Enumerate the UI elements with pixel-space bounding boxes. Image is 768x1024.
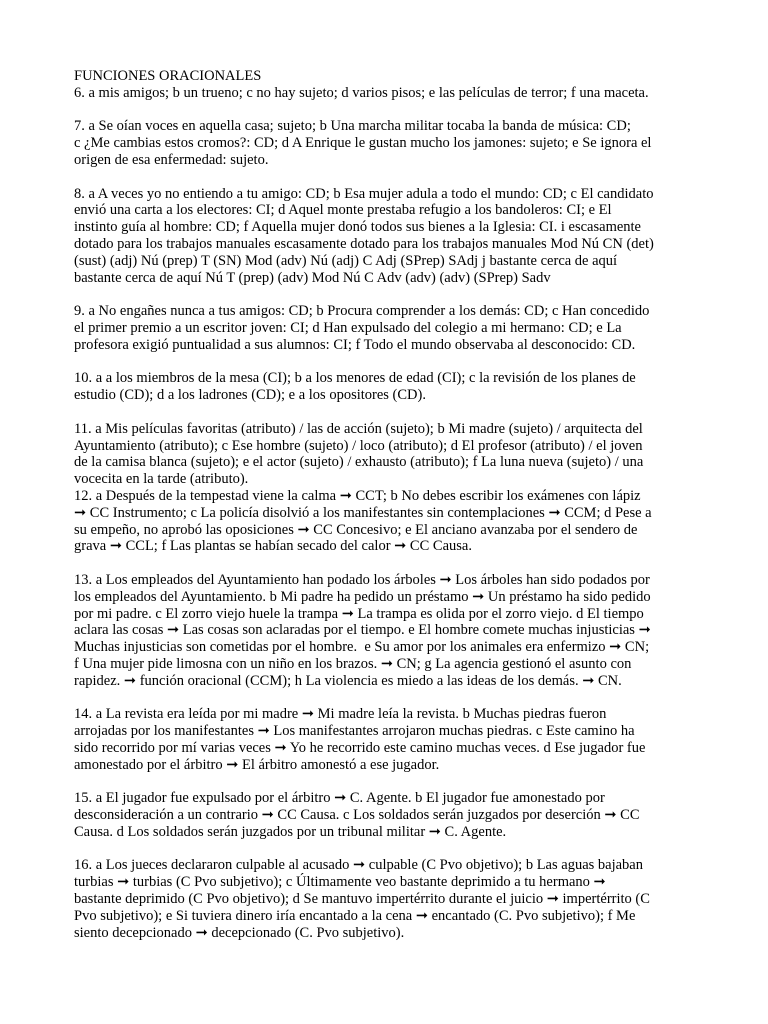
answer-9-line: el primer premio a un escritor joven: CI; d Han expulsado del colegio a mi hermano: CD; e La [74, 319, 622, 336]
intro-block [74, 68, 714, 102]
answer-7-line: origen de esa enfermedad: sujeto. [74, 151, 269, 168]
answer-15-line: desconsideración a un contrario ➞ CC Causa. c Los soldados serán juzgados por deserción ➞ CC [74, 807, 640, 824]
answer-8-line: instinto guía al hombre: CD; f Aquella mujer donó todos sus bienes a la Iglesia: CI. i escasamente [74, 219, 641, 236]
answer-12-line: su empeño, no aprobó las oposiciones ➞ CC Concesivo; e El anciano avanzaba por el sendero de [74, 521, 638, 538]
answer-13-line: por mi padre. c El zorro viejo huele la trampa ➞ La trampa es olida por el zorro viejo. d El tiempo [74, 605, 644, 622]
answer-8 [74, 186, 714, 287]
answer-7-line: c ¿Me cambias estos cromos?: CD; d A Enrique le gustan mucho los jamones: sujeto; e Se ignora el [74, 135, 652, 152]
answer-11-line: de la camisa blanca (sujeto); e el actor (sujeto) / exhausto (atributo); f La luna nueva (sujeto) / una [74, 454, 644, 471]
answer-12-line: ➞ CC Instrumento; c La policía disolvió a los manifestantes sin contemplaciones ➞ CCM; d Pese a [74, 504, 652, 521]
answer-12 [74, 488, 714, 555]
answer-13-line: 13. a Los empleados del Ayuntamiento han podado los árboles ➞ Los árboles han sido podados por [74, 571, 650, 588]
document-page [74, 68, 714, 941]
answer-15 [74, 790, 714, 840]
answer-16-line: turbias ➞ turbias (C Pvo subjetivo); c Últimamente veo bastante deprimido a tu hermano ➞ [74, 874, 606, 891]
answer-16-line: 16. a Los jueces declararon culpable al acusado ➞ culpable (C Pvo objetivo); b Las aguas bajaban [74, 857, 643, 874]
answer-8-line: dotado para los trabajos manuales escasamente dotado para los trabajos manuales Mod Nú CN (det) [74, 235, 654, 252]
answer-7-line: 7. a Se oían voces en aquella casa; sujeto; b Una marcha militar tocaba la banda de música: CD; [74, 118, 631, 135]
answer-9-line: 9. a No engañes nunca a tus amigos: CD; b Procura comprender a los demás: CD; c Han concedido [74, 303, 650, 320]
answer-15-line: Causa. d Los soldados serán juzgados por un tribunal militar ➞ C. Agente. [74, 823, 507, 840]
answer-10-line: 10. a a los miembros de la mesa (CI); b a los menores de edad (CI); c la revisión de los planes de [74, 370, 636, 387]
answer-6-line: 6. a mis amigos; b un trueno; c no hay sujeto; d varios pisos; e las películas de terror; f una maceta. [74, 84, 649, 101]
answer-14-line: amonestado por el árbitro ➞ El árbitro amonestó a ese jugador. [74, 756, 440, 773]
answer-13-line: los empleados del Ayuntamiento. b Mi padre ha pedido un préstamo ➞ Un préstamo ha sido pedido [74, 588, 651, 605]
answer-14-line: 14. a La revista era leída por mi madre ➞ Mi madre leía la revista. b Muchas piedras fueron [74, 706, 607, 723]
answer-13-line: Muchas injusticias son cometidas por el hombre. e Su amor por los animales era enfermizo ➞ CN; [74, 639, 650, 656]
answer-7 [74, 118, 714, 168]
answer-13 [74, 572, 714, 690]
answer-12-line: grava ➞ CCL; f Las plantas se habían secado del calor ➞ CC Causa. [74, 538, 472, 555]
answer-13-line: aclara las cosas ➞ Las cosas son aclaradas por el tiempo. e El hombre comete muchas injusticias ➞ [74, 622, 651, 639]
answer-9 [74, 303, 714, 353]
answer-8-line: 8. a A veces yo no entiendo a tu amigo: CD; b Esa mujer adula a todo el mundo: CD; c El candidato [74, 185, 654, 202]
answer-11-line: 11. a Mis películas favoritas (atributo) / las de acción (sujeto); b Mi madre (sujeto) / arquitecta del [74, 420, 643, 437]
answer-13-line: f Una mujer pide limosna con un niño en los brazos. ➞ CN; g La agencia gestionó el asunto con [74, 655, 632, 672]
answer-13-line: rapidez. ➞ función oracional (CCM); h La violencia es miedo a las ideas de los demás. ➞ CN. [74, 672, 622, 689]
answer-11-line: vocecita en la tarde (atributo). [74, 471, 249, 488]
answer-16-line: bastante deprimido (C Pvo objetivo); d Se mantuvo impertérrito durante el juicio ➞ impertérrito (C [74, 891, 650, 908]
answer-16 [74, 857, 714, 941]
answer-11-line: Ayuntamiento (atributo); c Ese hombre (sujeto) / loco (atributo); d El profesor (atributo) / el joven [74, 437, 643, 454]
answer-16-line: siento decepcionado ➞ decepcionado (C. Pvo subjetivo). [74, 924, 405, 941]
answer-12-line: 12. a Después de la tempestad viene la calma ➞ CCT; b No debes escribir los exámenes con lápiz [74, 487, 641, 504]
answer-15-line: 15. a El jugador fue expulsado por el árbitro ➞ C. Agente. b El jugador fue amonestado por [74, 790, 605, 807]
answer-8-line: bastante cerca de aquí Nú T (prep) (adv) Mod Nú C Adv (adv) (adv) (SPrep) Sadv [74, 269, 551, 286]
document-title: FUNCIONES ORACIONALES [74, 68, 262, 84]
answer-14-line: sido recorrido por mí varias veces ➞ Yo he recorrido este camino muchas veces. d Ese jugador fue [74, 739, 646, 756]
answer-11 [74, 421, 714, 488]
answer-16-line: Pvo subjetivo); e Si tuviera dinero iría encantado a la cena ➞ encantado (C. Pvo subjetivo); f Me [74, 907, 636, 924]
answer-10-line: estudio (CD); d a los ladrones (CD); e a los opositores (CD). [74, 387, 426, 404]
answer-14 [74, 706, 714, 773]
answer-14-line: arrojadas por los manifestantes ➞ Los manifestantes arrojaron muchas piedras. c Este camino ha [74, 723, 635, 740]
answer-9-line: profesora exigió puntualidad a sus alumnos: CI; f Todo el mundo observaba al desconocido: CD. [74, 336, 636, 353]
answer-8-line: (sust) (adj) Nú (prep) T (SN) Mod (adv) Nú (adj) C Adj (SPrep) SAdj j bastante cerca de aquí [74, 252, 618, 269]
answer-8-line: envió una carta a los electores: CI; d Aquel monte prestaba refugio a los bandoleros: CI; e El [74, 202, 612, 219]
answer-10 [74, 370, 714, 404]
